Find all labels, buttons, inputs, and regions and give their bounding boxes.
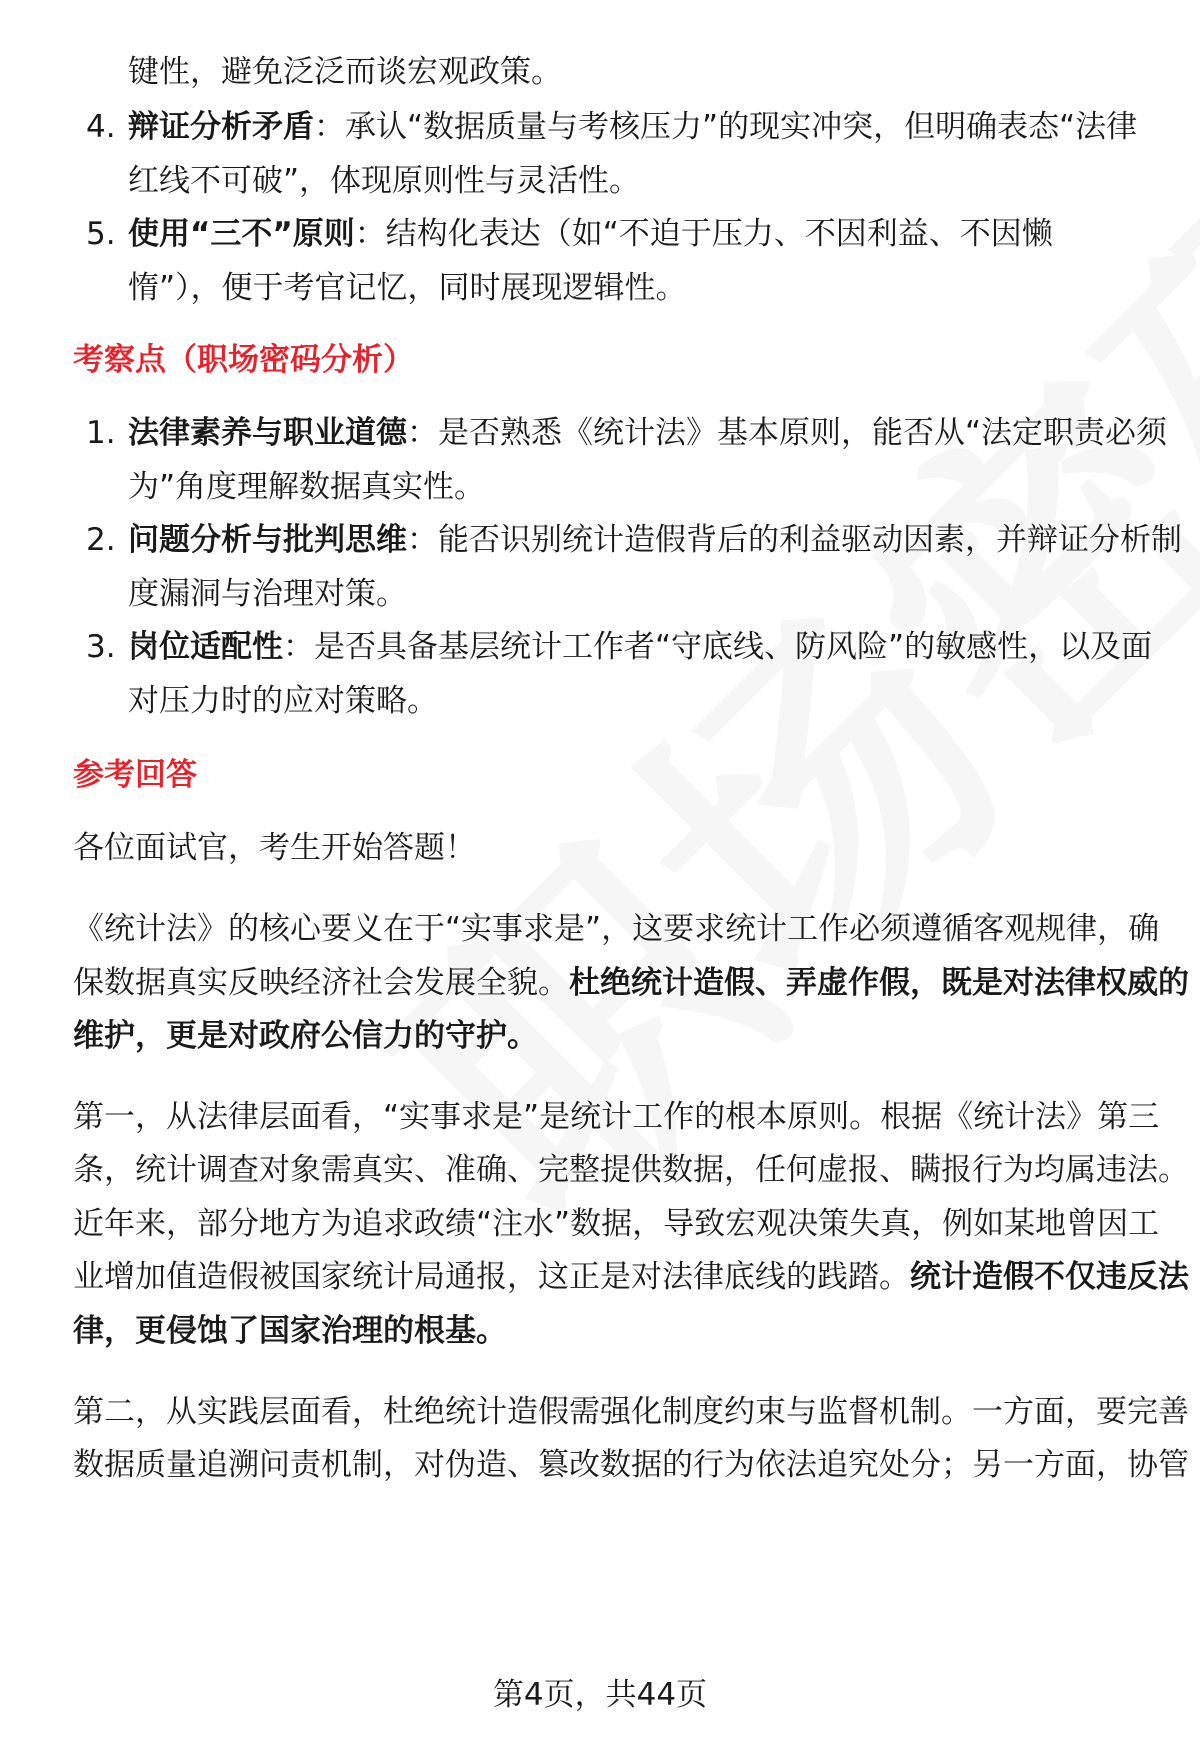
paragraph-line: 数据质量追溯问责机制，对伪造、篡改数据的行为依法追究处分；另一方面，协管: [73, 1447, 1189, 1483]
list-item-bold: 辩证分析矛盾: [128, 109, 314, 145]
list-item-3-tail: 键性，避免泛泛而谈宏观政策。: [128, 54, 562, 90]
paragraph-bold: 杜绝统计造假、弄虚作假，既是对法律权威的: [569, 965, 1189, 1001]
list-number: 3.: [86, 629, 116, 665]
greeting: 各位面试官，考生开始答题！: [73, 830, 476, 866]
list-item-line-2: 度漏洞与治理对策。: [128, 576, 407, 612]
list-item-line-1: [128, 214, 1053, 254]
list-item-text: ：能否识别统计造假背后的利益驱动因素，并辩证分析制: [407, 522, 1182, 558]
list-item-line-2: 为”角度理解数据真实性。: [128, 469, 486, 505]
list-number: 1.: [86, 415, 116, 451]
list-item-bold: 问题分析与批判思维: [128, 522, 407, 558]
list-number: 2.: [86, 522, 116, 558]
paragraph-text: 保数据真实反映经济社会发展全貌。: [73, 965, 569, 1001]
list-item-text: ：是否具备基层统计工作者“守底线、防风险”的敏感性，以及面: [283, 629, 1153, 665]
paragraph-line: [73, 1016, 538, 1056]
list-item-line-1: [128, 520, 1182, 560]
page-footer: 第4页，共44页: [492, 1677, 708, 1713]
list-item-line-1: [128, 413, 1167, 453]
paragraph-line: 第一，从法律层面看，“实事求是”是统计工作的根本原则。根据《统计法》第三: [73, 1099, 1160, 1135]
list-item-bold: 岗位适配性: [128, 629, 283, 665]
paragraph-bold: 维护，更是对政府公信力的守护。: [73, 1018, 538, 1054]
list-item-line-1: [128, 107, 1137, 147]
paragraph-line: [73, 1311, 507, 1351]
list-item-bold: 法律素养与职业道德: [128, 415, 407, 451]
paragraph-text: 业增加值造假被国家统计局通报，这正是对法律底线的践踏。: [73, 1259, 910, 1295]
list-item-line-2: 对压力时的应对策略。: [128, 683, 438, 719]
list-item-line-2: 惰”），便于考官记忆，同时展现逻辑性。: [128, 270, 687, 306]
list-item-line-2: 红线不可破”，体现原则性与灵活性。: [128, 163, 641, 199]
paragraph-line: 第二，从实践层面看，杜绝统计造假需强化制度约束与监督机制。一方面，要完善: [73, 1394, 1189, 1430]
paragraph-line: 近年来，部分地方为追求政绩“注水”数据，导致宏观决策失真，例如某地曾因工: [73, 1206, 1160, 1242]
section-heading-answer: 参考回答: [73, 757, 197, 793]
paragraph-line: [73, 1257, 1189, 1297]
paragraph-line: 条，统计调查对象需真实、准确、完整提供数据，任何虚报、瞒报行为均属违法。: [73, 1152, 1189, 1188]
list-number: 4.: [86, 109, 116, 145]
paragraph-line: 《统计法》的核心要义在于“实事求是”，这要求统计工作必须遵循客观规律，确: [73, 911, 1160, 947]
paragraph-bold: 律，更侵蚀了国家治理的根基。: [73, 1313, 507, 1349]
list-item-text: ：结构化表达（如“不迫于压力、不因利益、不因懒: [354, 216, 1053, 252]
paragraph-line: [73, 963, 1189, 1003]
list-item-text: ：承认“数据质量与考核压力”的现实冲突，但明确表态“法律: [314, 109, 1138, 145]
list-item-bold: 使用“三不”原则: [128, 216, 355, 252]
list-number: 5.: [86, 216, 116, 252]
section-heading-analysis: 考察点（职场密码分析）: [73, 342, 414, 378]
paragraph-bold: 统计造假不仅违反法: [910, 1259, 1189, 1295]
list-item-text: ：是否熟悉《统计法》基本原则，能否从“法定职责必须: [407, 415, 1168, 451]
list-item-line-1: [128, 627, 1152, 667]
